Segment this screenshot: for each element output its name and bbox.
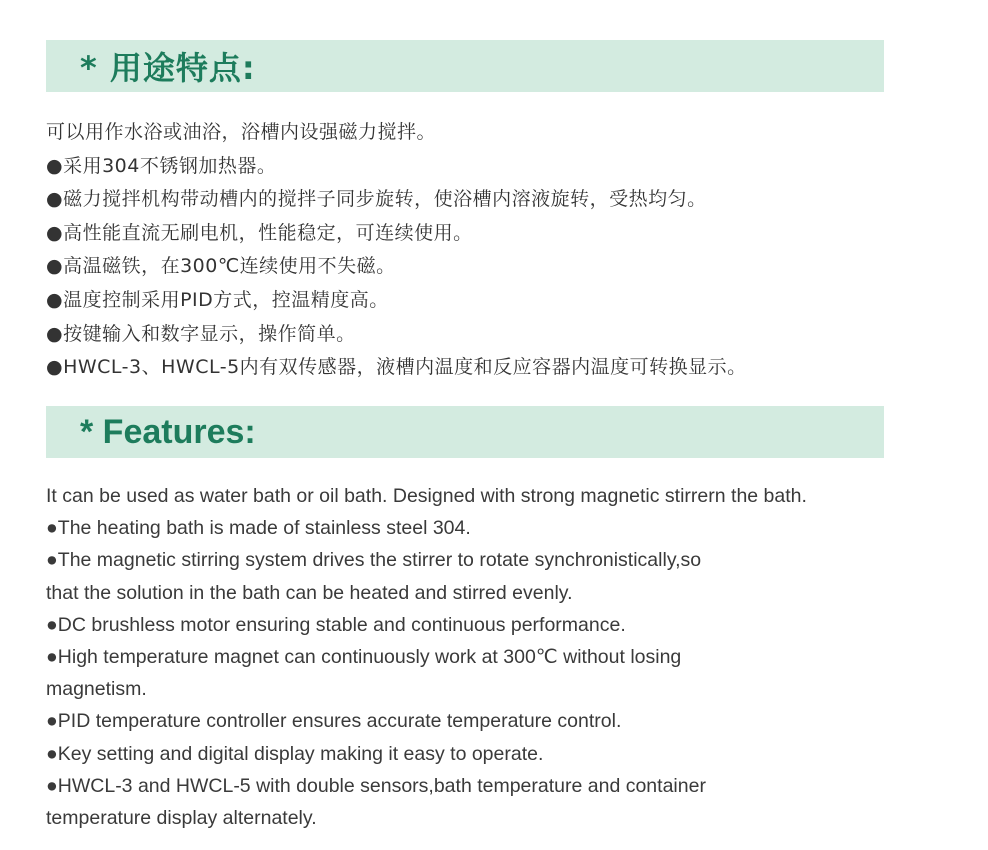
list-item: ●PID temperature controller ensures accurate temperature control.: [46, 710, 622, 733]
list-item: ●温度控制采用PID方式，控温精度高。: [46, 288, 389, 311]
list-item: ●磁力搅拌机构带动槽内的搅拌子同步旋转，使浴槽内溶液旋转，受热均匀。: [46, 188, 707, 211]
list-item: ●The magnetic stirring system drives the stirrer to rotate synchronistically,so: [46, 549, 702, 572]
list-item: ●高温磁铁，在300℃连续使用不失磁。: [46, 255, 396, 278]
list-item: ●Key setting and digital display making it easy to operate.: [46, 742, 544, 765]
list-item: ●采用304不锈钢加热器。: [46, 154, 277, 177]
intro-line-en: It can be used as water bath or oil bath. Designed with strong magnetic stirrern the bath.: [46, 485, 807, 507]
list-item-continuation: that the solution in the bath can be heated and stirred evenly.: [46, 581, 573, 604]
feature-list-cn: [46, 116, 946, 385]
list-item: ●The heating bath is made of stainless steel 304.: [46, 517, 471, 540]
section-header-en: [46, 406, 884, 458]
list-item: ●DC brushless motor ensuring stable and continuous performance.: [46, 613, 626, 636]
list-item: ●HWCL-3 and HWCL-5 with double sensors,bath temperature and container: [46, 774, 706, 797]
list-item: ●高性能直流无刷电机，性能稳定，可连续使用。: [46, 221, 473, 244]
section-title-cn: * 用途特点:: [80, 49, 256, 87]
list-item: ●按键输入和数字显示，操作简单。: [46, 322, 356, 345]
list-item-continuation: temperature display alternately.: [46, 807, 317, 830]
feature-list-en: [46, 480, 946, 834]
list-item: ●HWCL-3、HWCL-5内有双传感器，液槽内温度和反应容器内温度可转换显示。: [46, 356, 747, 379]
list-item: ●High temperature magnet can continuously work at 300℃ without losing: [46, 646, 682, 669]
intro-line-cn: 可以用作水浴或油浴，浴槽内设强磁力搅拌。: [46, 121, 437, 143]
section-title-en: * Features:: [80, 412, 256, 451]
section-header-cn: [46, 40, 884, 92]
list-item-continuation: magnetism.: [46, 678, 147, 701]
